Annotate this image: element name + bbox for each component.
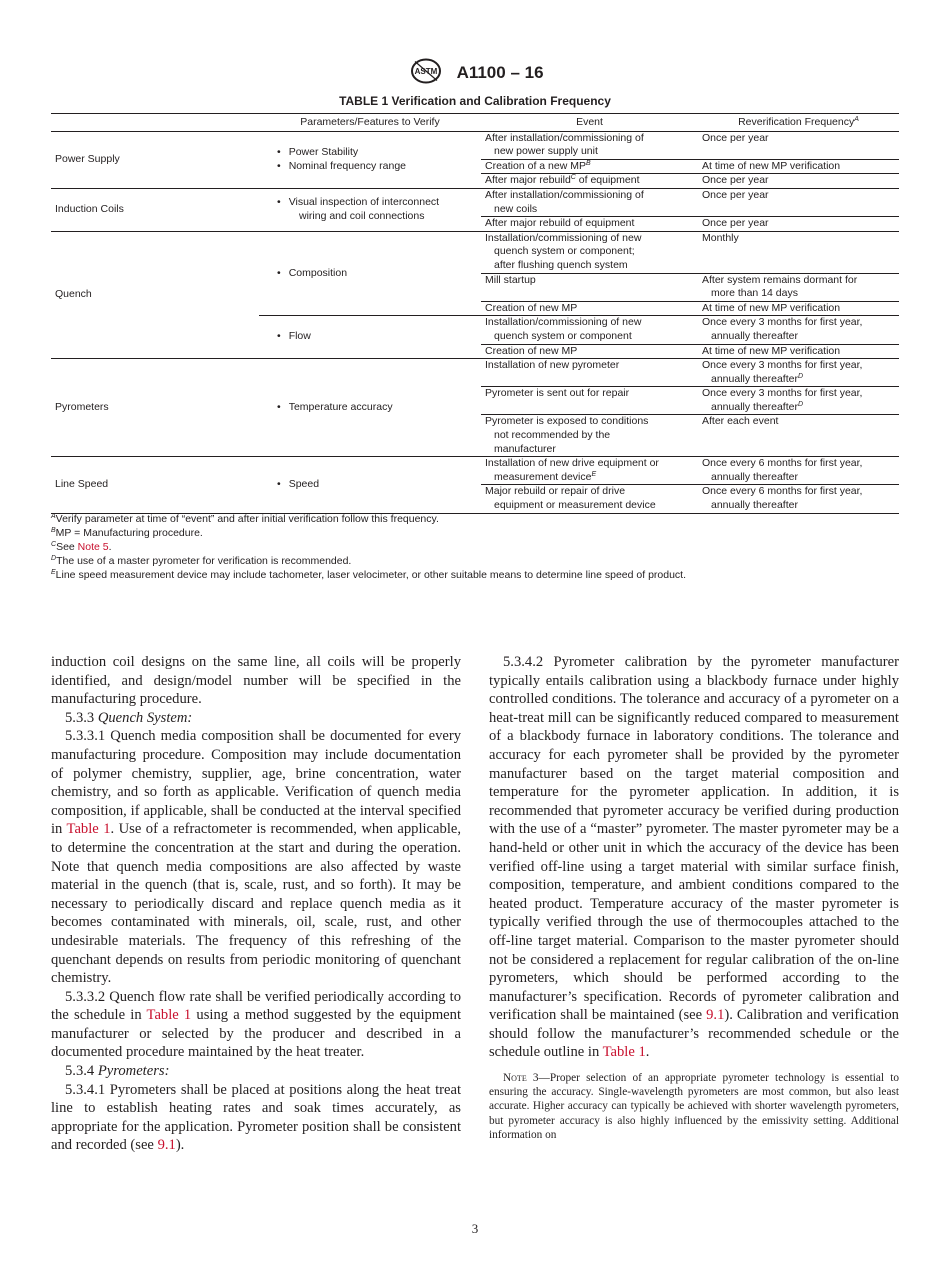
- table-caption: TABLE 1 Verification and Calibration Frequency: [339, 94, 611, 108]
- table-header-row: [51, 114, 899, 132]
- event-cell: Pyrometer is sent out for repair: [481, 387, 698, 415]
- system-quench: Quench: [51, 231, 259, 358]
- frequency-cell: At time of new MP verification: [698, 301, 899, 316]
- paragraph-5-3-3-1: 5.3.3.1 Quench media composition shall be documented for every manufacturing procedure. Composition may include documentation of polymer chemistry, supplier, age, brine concentration, water chemistry, and so forth as applicable. Verification of quench media composition, if applicable, shall be conducted at the interval specified in Table 1. Use of a refractometer is recommended, when applicable, to determine the concentration at the start and during the operation. Note that quench media compositions are also affected by waste material in the quench (that is, scale, rust, and so forth). It may be necessary to periodically discard and replace quench media as it becomes contaminated with minerals, oil, scale, rust, and other undesirable materials. The frequency of this refreshing of the quenchant depends on results from periodic monitoring of quenchant chemistry.: [51, 728, 461, 987]
- params-pyrometers: • Temperature accuracy: [259, 359, 481, 457]
- frequency-cell: Monthly: [698, 231, 899, 273]
- event-cell: After installation/commissioning of new power supply unit: [481, 131, 698, 159]
- header-params: Parameters/Features to Verify: [259, 114, 481, 132]
- table-row: [51, 131, 899, 159]
- header-event: Event: [481, 114, 698, 132]
- header-frequency: Reverification Frequency$^A$: [698, 114, 899, 132]
- event-cell: Creation of new MP: [481, 301, 698, 316]
- frequency-cell: After each event: [698, 415, 899, 457]
- params-quench-flow: • Flow: [259, 316, 481, 359]
- section-5-3-4-heading: 5.3.4 Pyrometers:: [65, 1063, 170, 1080]
- frequency-cell: At time of new MP verification: [698, 344, 899, 359]
- frequency-cell: At time of new MP verification: [698, 159, 899, 174]
- frequency-cell: Once every 3 months for first year, annually thereafter$^D$: [698, 359, 899, 387]
- event-cell: Creation of a new $MP^B$: [481, 159, 698, 174]
- params-power-supply: • Power Stability • Nominal frequency range: [259, 131, 481, 188]
- event-cell: Installation/commissioning of new quench system or component; after flushing quench system: [481, 231, 698, 273]
- system-power-supply: Power Supply: [51, 131, 259, 188]
- paragraph-continued: induction coil designs on the same line, all coils will be properly identified, and design/model number will be specified in the manufacturing procedure.: [51, 654, 461, 708]
- note-3: Note 3—Proper selection of an appropriate pyrometer technology is essential to ensuring the accuracy. Single-wavelength pyrometers are most common, but also least accurate. Higher accuracy can typically be achieved with shorter wavelength pyrometers, but pyrometer accuracy is also highly influenced by the emissivity setting. Additional information on: [489, 1072, 899, 1141]
- right-column: [489, 653, 899, 1142]
- event-cell: Installation/commissioning of new quench system or component: [481, 316, 698, 344]
- system-induction-coils: Induction Coils: [51, 188, 259, 231]
- paragraph-5-3-3-2: 5.3.3.2 Quench flow rate shall be verified periodically according to the schedule in Table 1 using a method suggested by the equipment manufacturer or selected by the producer and described in a documented procedure maintained by the heat treater.: [51, 988, 461, 1061]
- astm-logo-icon: [406, 58, 446, 89]
- page-number: 3: [471, 1221, 479, 1236]
- table-row: [51, 231, 899, 273]
- section-9-1-link[interactable]: 9.1: [706, 1007, 725, 1024]
- event-cell: Major rebuild or repair of drive equipment or measurement device: [481, 485, 698, 513]
- footnote-d: $^D$The use of a master pyrometer for verification is recommended.: [51, 555, 352, 567]
- verification-table: [51, 113, 899, 514]
- event-cell: Pyrometer is exposed to conditions not recommended by the manufacturer: [481, 415, 698, 457]
- footnote-a: $^A$Verify parameter at time of “event” and after initial verification follow this frequency.: [51, 513, 439, 525]
- table-row: [51, 457, 899, 485]
- frequency-cell: Once per year: [698, 174, 899, 189]
- params-line-speed: • Speed: [259, 457, 481, 513]
- event-cell: Installation of new drive equipment or measurement device$^E$: [481, 457, 698, 485]
- table-1-link[interactable]: Table 1: [66, 821, 111, 838]
- table-1-link[interactable]: Table 1: [146, 1007, 192, 1024]
- table-row: [51, 359, 899, 387]
- system-pyrometers: Pyrometers: [51, 359, 259, 457]
- paragraph-5-3-4-2: 5.3.4.2 Pyrometer calibration by the pyrometer manufacturer typically entails calibration using a blackbody furnace under highly controlled conditions. The tolerance and accuracy of a pyrometer on a heat-treat mill can be significantly reduced compared to measurement of a blackbody furnace in laboratory conditions. The tolerance and accuracy for each pyrometer shall be provided by the pyrometer manufacturer based on the target material composition and temperature for the pyrometer application. In addition, it is recommended that pyrometer accuracy be verified during production with the use of a “master” pyrometer. The master pyrometer may be a hand-held or other unit in which the accuracy of the device has been verified off-line using a target material with similar surface finish, composition, temperature, and ambient conditions compared to the heated product. Temperature accuracy of the master pyrometer is typically verified through the use of thermocouples attached to the off-line target material. Comparison to the master pyrometer should not be considered a replacement for regular calibration of the on-line pyrometers, which should be performed according to the manufacturer’s specification. Records of pyrometer calibration and verification shall be maintained (see 9.1). Calibration and verification should follow the manufacturer’s recommended schedule or the schedule outline in Table 1.: [489, 654, 899, 1061]
- page-header: [0, 58, 950, 89]
- event-cell: Creation of new MP: [481, 344, 698, 359]
- frequency-cell: Once every 6 months for first year, annually thereafter: [698, 485, 899, 513]
- frequency-cell: Once every 3 months for first year, annually thereafter$^D$: [698, 387, 899, 415]
- section-9-1-link[interactable]: 9.1: [157, 1137, 176, 1154]
- event-cell: Mill startup: [481, 273, 698, 301]
- table-footnotes: [51, 512, 899, 582]
- table-row: [51, 188, 899, 216]
- event-cell: After installation/commissioning of new coils: [481, 188, 698, 216]
- params-quench-composition: • Composition: [259, 231, 481, 316]
- left-column: [51, 653, 461, 1155]
- system-line-speed: Line Speed: [51, 457, 259, 513]
- frequency-cell: Once every 3 months for first year, annually thereafter: [698, 316, 899, 344]
- footnote-b: $^B$MP = Manufacturing procedure.: [51, 527, 203, 539]
- table-1-link[interactable]: Table 1: [602, 1044, 646, 1061]
- svg-text:ASTM: ASTM: [415, 67, 438, 76]
- frequency-cell: Once per year: [698, 188, 899, 216]
- footnote-c: $^C$See Note 5.: [51, 541, 112, 553]
- header-system: [51, 114, 259, 132]
- document-designation: A1100 – 16: [456, 62, 544, 82]
- params-induction-coils: • Visual inspection of interconnect wiring and coil connections: [259, 188, 481, 231]
- frequency-cell: Once per year: [698, 217, 899, 232]
- footnote-e: $^E$Line speed measurement device may include tachometer, laser velocimeter, or other suitable means to determine line speed of product.: [51, 569, 687, 581]
- event-cell: After major rebuild$^C$ of equipment: [481, 174, 698, 189]
- event-cell: Installation of new pyrometer: [481, 359, 698, 387]
- event-cell: After major rebuild of equipment: [481, 217, 698, 232]
- frequency-cell: After system remains dormant for more than 14 days: [698, 273, 899, 301]
- note-5-link[interactable]: Note 5: [77, 541, 109, 553]
- frequency-cell: Once per year: [698, 131, 899, 159]
- section-5-3-3-heading: 5.3.3 Quench System:: [65, 709, 193, 726]
- paragraph-5-3-4-1: 5.3.4.1 Pyrometers shall be placed at positions along the heat treat line to establish heating rates and soak times accurately, as appropriate for the application. Pyrometer position shall be consistent and recorded (see 9.1).: [51, 1081, 461, 1154]
- frequency-cell: Once every 6 months for first year, annually thereafter: [698, 457, 899, 485]
